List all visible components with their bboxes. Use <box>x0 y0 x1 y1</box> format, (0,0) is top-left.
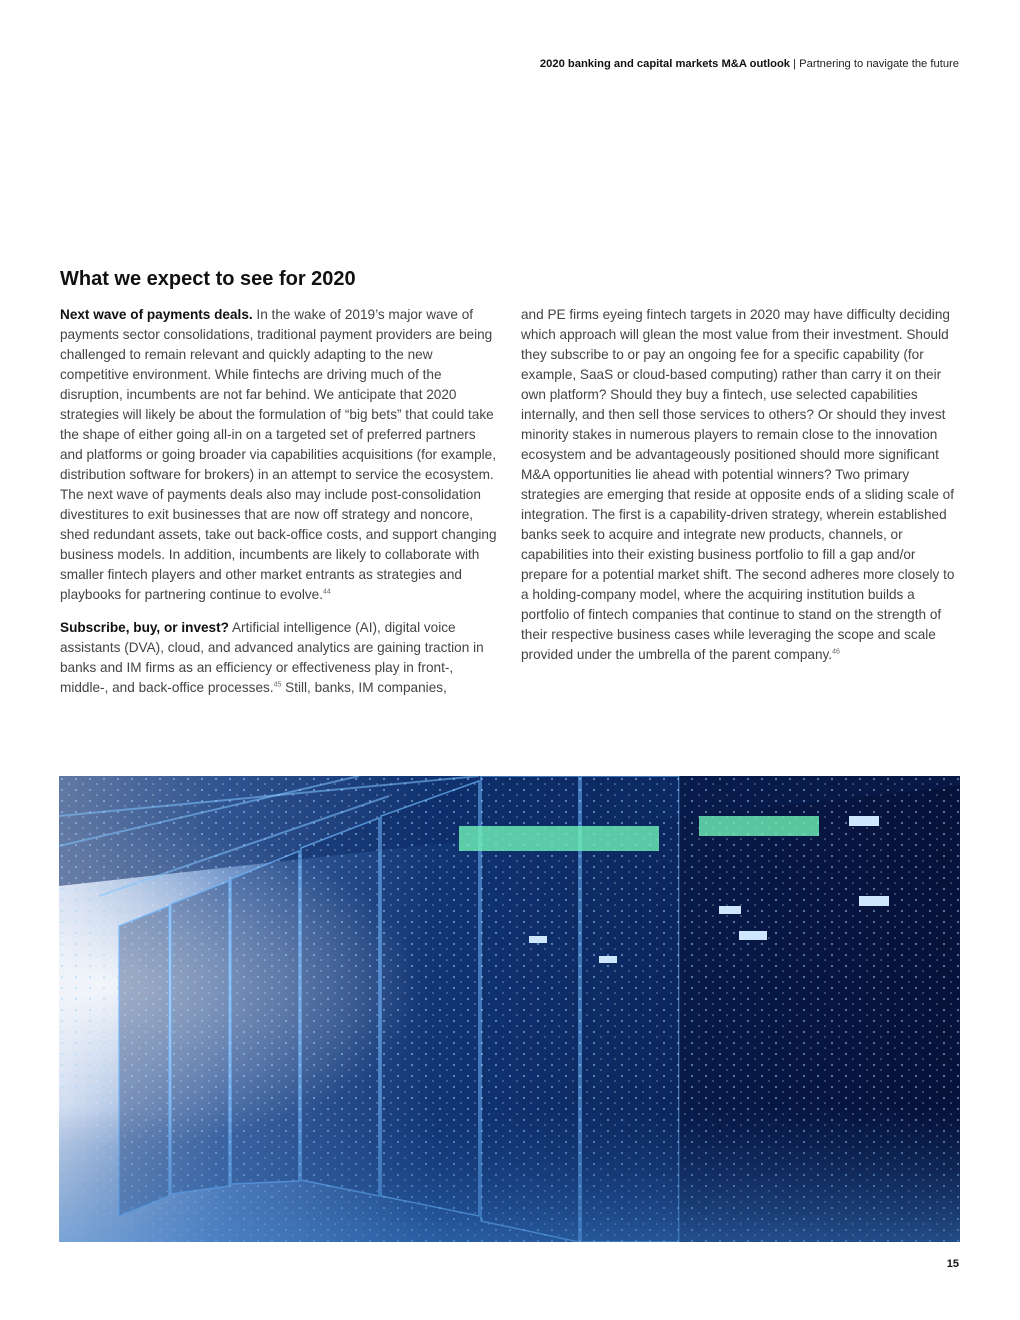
footnote-44: 44 <box>322 588 331 596</box>
strategy-text: and PE firms eyeing fintech targets in 2020 may have difficulty deciding which approach will glean the most value from their investment. Should they subscribe to or pay an ongoing fee for a specific capability (for example, SaaS or cloud-based computing) rather than carry it on their own platform? Should they buy a fintech, use selected capabilities internally, and then sell those services to others? Or should they invest minority stakes in numerous players to remain close to the innovation ecosystem and be advantageously positioned should more significant M&A opportunities lie ahead with potential winners? Two primary strategies are emerging that reside at opposite ends of a sliding scale of integration. The first is a capability-driven strategy, wherein established banks seek to acquire and integrate new products, channels, or capabilities into their existing business portfolio to fill a gap and/or prepare for a potential market shift. The second adheres more closely to a holding-company model, where the acquiring institution builds a portfolio of fintech companies that continue to stand on the strength of their respective business cases while leveraging the scope and scale provided under the umbrella of the parent company. <box>521 307 955 662</box>
header-separator: | <box>790 58 800 70</box>
footnote-46: 46 <box>832 648 840 656</box>
subscribe-text: Artificial intelligence (AI), digital voice assistants (DVA), cloud, and advanced analytics are gaining traction in banks and IM firms as an efficiency or effectiveness play in front-, middle-, and back-office processes. <box>60 620 484 695</box>
running-header <box>540 58 959 70</box>
section-title: What we expect to see for 2020 <box>60 268 356 290</box>
page-number: 15 <box>946 1258 959 1270</box>
subscribe-text-continued: Still, banks, IM companies, <box>281 680 447 695</box>
report-subtitle: Partnering to navigate the future <box>799 58 959 70</box>
right-column <box>521 305 961 678</box>
server-room-icon <box>59 776 960 1242</box>
payments-lead: Next wave of payments deals. <box>60 307 253 322</box>
payments-paragraph <box>60 305 500 605</box>
footnote-45: 45 <box>273 681 282 689</box>
strategy-paragraph <box>521 305 961 665</box>
subscribe-lead: Subscribe, buy, or invest? <box>60 620 229 635</box>
report-title: 2020 banking and capital markets M&A outlook <box>539 58 791 70</box>
left-column <box>60 305 500 711</box>
subscribe-paragraph <box>60 618 500 698</box>
payments-text: In the wake of 2019’s major wave of payments sector consolidations, traditional payment providers are being challenged to remain relevant and quickly adapting to the new competitive environment. While fintechs are driving much of the disruption, incumbents are not far behind. We anticipate that 2020 strategies will likely be about the formulation of “big bets” that could take the shape of either going all-in on a targeted set of preferred partners and platforms or going broader via capabilities acquisitions (for example, distribution software for brokers) in an attempt to service the ecosystem. The next wave of payments deals also may include post-consolidation divestitures to exit businesses that are now off strategy and noncore, shed redundant assets, take out back-office costs, and support changing business models. In addition, incumbents are likely to collaborate with smaller fintech players and other market entrants as strategies and playbooks for partnering continue to evolve. <box>60 307 497 602</box>
server-room-photo <box>59 776 960 1242</box>
